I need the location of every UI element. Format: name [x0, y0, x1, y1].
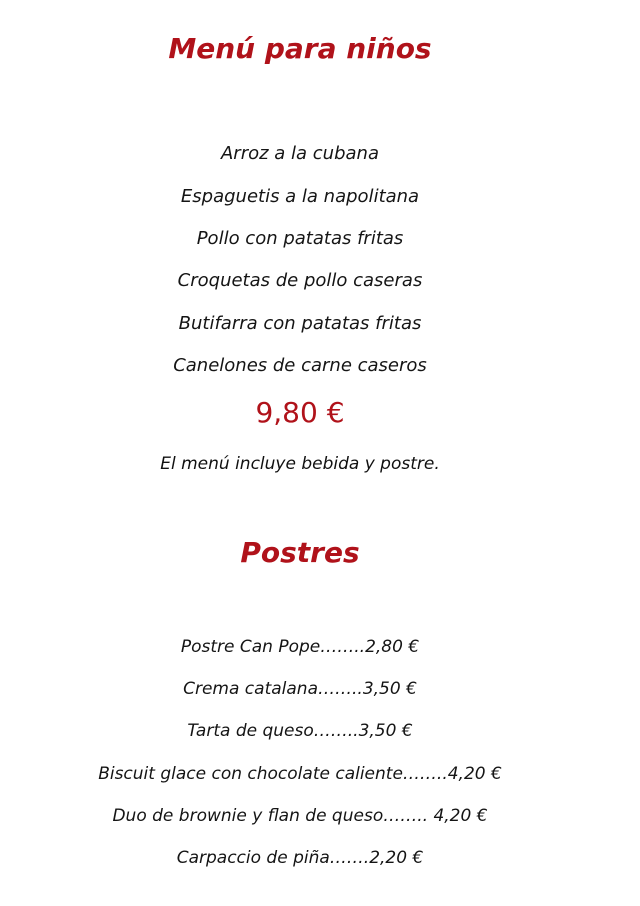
dessert-price: 3,50 € [358, 721, 413, 741]
kids-menu-item: Espaguetis a la napolitana [180, 186, 420, 207]
dessert-price: 2,80 € [365, 637, 420, 657]
dessert-price: 3,50 € [362, 679, 417, 699]
dessert-item [0, 848, 600, 868]
kids-menu-item: Pollo con patatas fritas [196, 228, 404, 249]
dessert-price: 2,20 € [369, 848, 424, 868]
kids-menu-item: Butifarra con patatas fritas [178, 313, 422, 334]
dessert-dots: ……. [329, 848, 370, 868]
dessert-item [0, 764, 610, 784]
desserts-title: Postres [240, 536, 360, 569]
dessert-item [0, 806, 600, 826]
kids-menu-item: Canelones de carne caseros [173, 355, 427, 376]
kids-menu-item: Arroz a la cubana [220, 143, 379, 164]
dessert-item [0, 721, 600, 741]
dessert-name: Tarta de queso [187, 721, 314, 741]
kids-menu-note: El menú incluye bebida y postre. [160, 454, 440, 474]
dessert-dots: …….. [313, 721, 359, 741]
dessert-dots: …….. [402, 764, 448, 784]
dessert-name: Crema catalana [183, 679, 318, 699]
dessert-price: 4,20 € [433, 806, 488, 826]
kids-menu-item: Croquetas de pollo caseras [177, 270, 423, 291]
dessert-name: Biscuit glace con chocolate caliente [98, 764, 403, 784]
dessert-dots: …….. [320, 637, 366, 657]
dessert-name: Duo de brownie y flan de queso [112, 806, 384, 826]
dessert-item [0, 679, 600, 699]
dessert-name: Postre Can Pope [180, 637, 321, 657]
dessert-dots: …….. [318, 679, 363, 699]
dessert-dots: …….. [383, 806, 434, 826]
dessert-name: Carpaccio de piña [176, 848, 330, 868]
kids-menu-title: Menú para niños [168, 32, 432, 65]
dessert-item [0, 637, 600, 657]
kids-menu-price: 9,80 € [255, 396, 345, 429]
dessert-price: 4,20 € [447, 764, 502, 784]
